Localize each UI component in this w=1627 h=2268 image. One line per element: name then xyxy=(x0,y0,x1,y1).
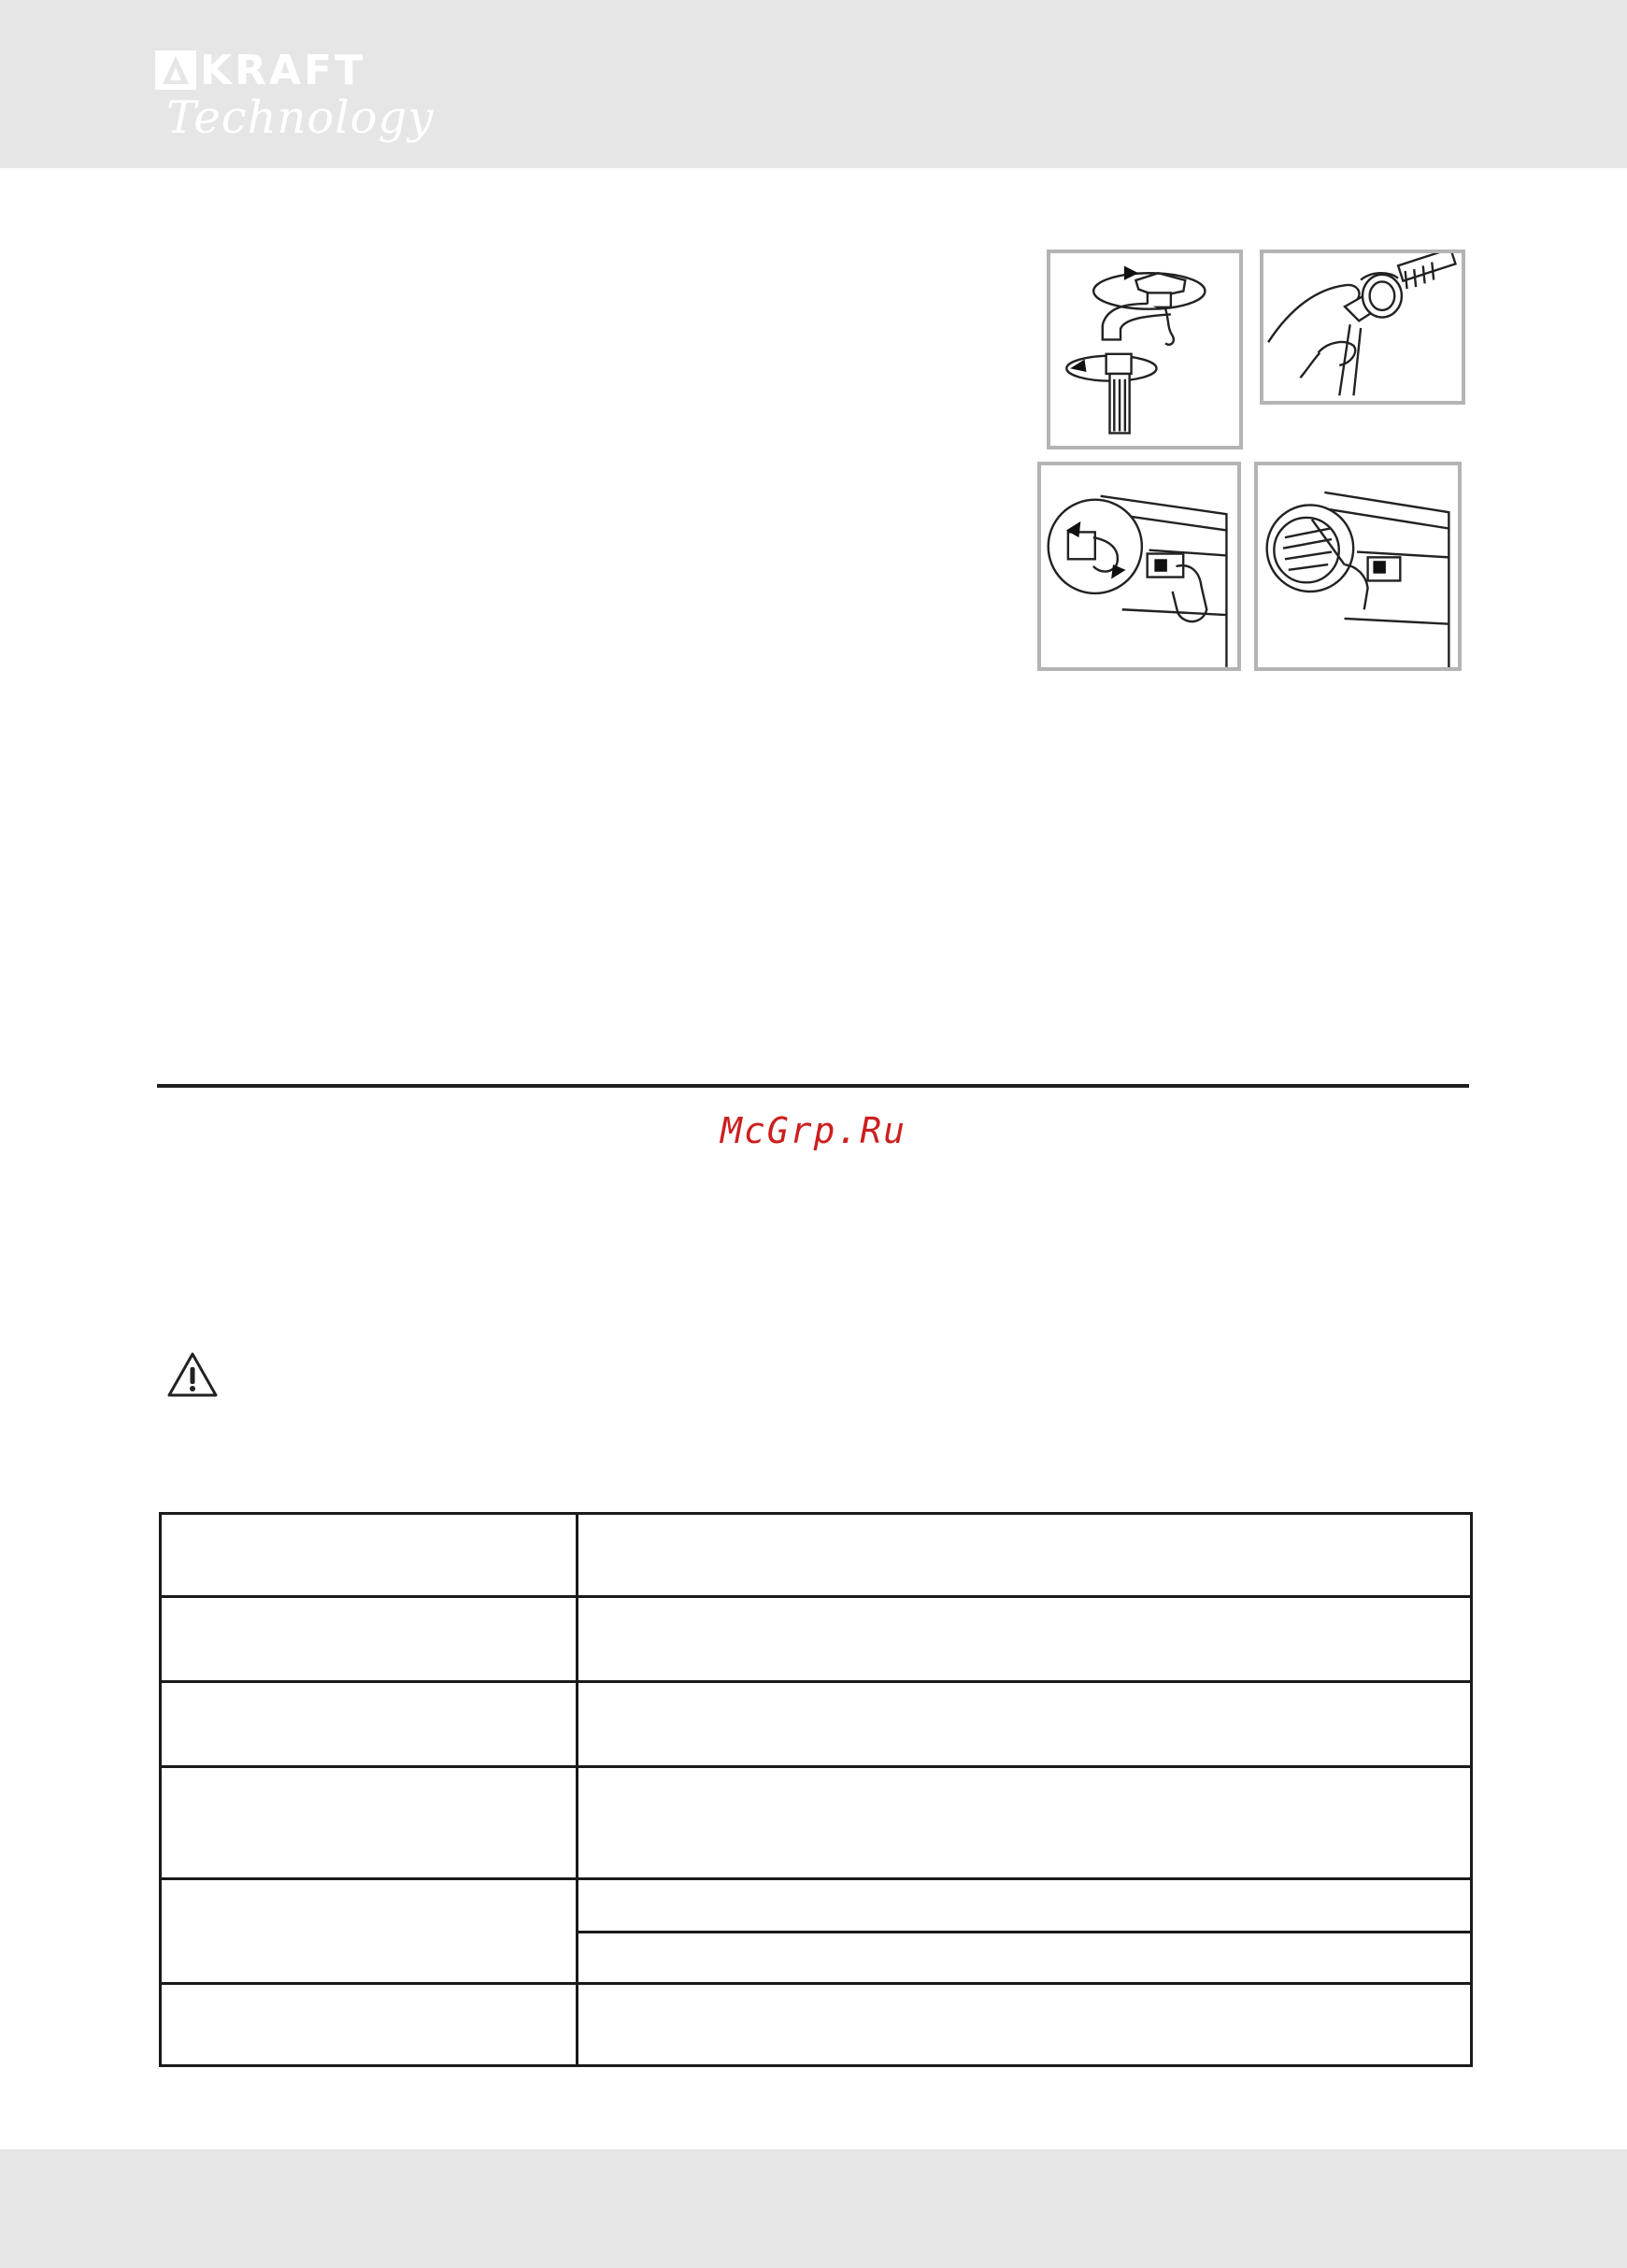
tap-filter-illustration xyxy=(1047,250,1243,449)
hose-unscrew-icon xyxy=(1041,465,1237,667)
footer-band xyxy=(0,2149,1627,2268)
inlet-hose-unscrew-illustration xyxy=(1037,462,1241,671)
section-divider xyxy=(157,1084,1469,1088)
warning-triangle-icon xyxy=(166,1350,219,1399)
table-row xyxy=(161,1514,1472,1597)
table-cell xyxy=(161,1514,578,1597)
table-cell xyxy=(161,1984,578,2066)
table-cell xyxy=(578,1933,1472,1984)
table-cell xyxy=(578,1682,1472,1767)
table-row xyxy=(161,1879,1472,1933)
table-cell xyxy=(161,1597,578,1682)
table-cell xyxy=(578,1514,1472,1597)
table-cell xyxy=(578,1879,1472,1933)
table-cell xyxy=(161,1767,578,1879)
brush-clean-icon xyxy=(1263,253,1462,401)
filter-clean-icon xyxy=(1258,465,1458,667)
table-row xyxy=(161,1767,1472,1879)
table-cell xyxy=(161,1682,578,1767)
brand-name: KRAFT xyxy=(200,47,366,94)
tap-unscrew-icon xyxy=(1050,253,1239,446)
filter-brush-illustration xyxy=(1260,250,1465,405)
brand-mark-icon xyxy=(155,49,196,92)
troubleshooting-table xyxy=(159,1512,1473,2067)
brand-logo xyxy=(155,49,454,151)
inlet-filter-clean-illustration xyxy=(1254,462,1462,671)
table-cell xyxy=(161,1879,578,1984)
header-band xyxy=(0,0,1627,168)
watermark-text: McGrp.Ru xyxy=(720,1110,907,1151)
brand-subtitle: Technology xyxy=(166,92,435,144)
table-cell xyxy=(578,1767,1472,1879)
table-cell xyxy=(578,1984,1472,2066)
table-row xyxy=(161,1682,1472,1767)
table-cell xyxy=(578,1597,1472,1682)
table-row xyxy=(161,1984,1472,2066)
table-row xyxy=(161,1597,1472,1682)
